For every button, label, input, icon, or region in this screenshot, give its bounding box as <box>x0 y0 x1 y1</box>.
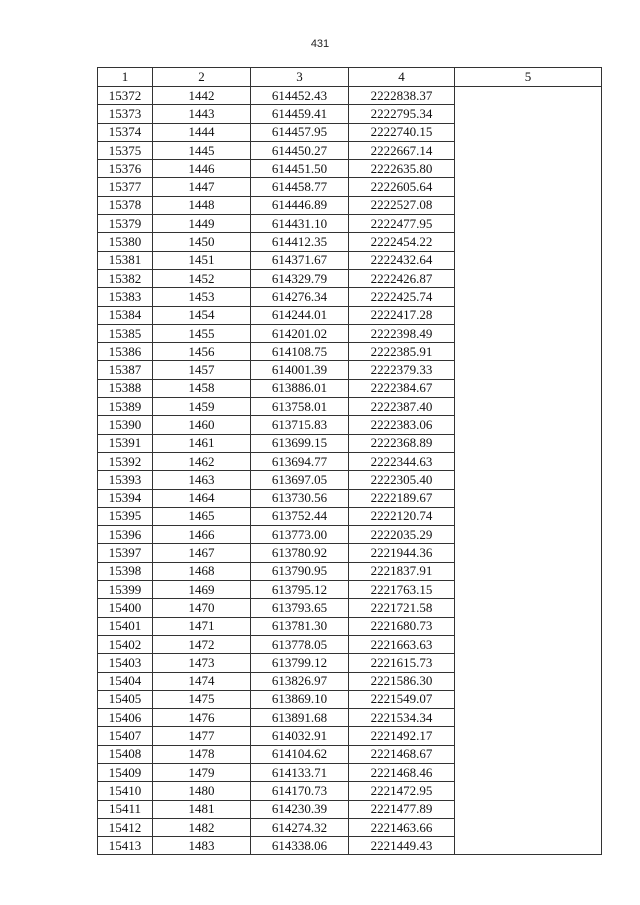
table-header-row <box>98 68 602 87</box>
table-cell-col-4: 2222398.49 <box>349 324 455 342</box>
table-cell-col-1: 15411 <box>98 800 153 818</box>
table-cell-col-1: 15400 <box>98 599 153 617</box>
table-cell-col-1: 15398 <box>98 562 153 580</box>
table-cell-col-2: 1474 <box>153 672 251 690</box>
table-cell-col-4: 2222527.08 <box>349 196 455 214</box>
table-cell-col-3: 614451.50 <box>251 160 349 178</box>
table-cell-col-4: 2221492.17 <box>349 727 455 745</box>
table-cell-col-3: 613778.05 <box>251 635 349 653</box>
table-cell-col-3: 613869.10 <box>251 690 349 708</box>
table-cell-col-3: 613826.97 <box>251 672 349 690</box>
table-cell-col-2: 1472 <box>153 635 251 653</box>
column-header-1: 1 <box>98 68 153 87</box>
table-cell-col-4: 2222383.06 <box>349 416 455 434</box>
table-cell-col-3: 614108.75 <box>251 343 349 361</box>
table-cell-col-3: 614274.32 <box>251 818 349 836</box>
table-cell-col-3: 613780.92 <box>251 544 349 562</box>
table-cell-col-2: 1450 <box>153 233 251 251</box>
table-cell-col-3: 613752.44 <box>251 507 349 525</box>
table-cell-col-4: 2222425.74 <box>349 288 455 306</box>
table-cell-col-3: 613781.30 <box>251 617 349 635</box>
table-cell-col-2: 1456 <box>153 343 251 361</box>
table-cell-col-1: 15403 <box>98 654 153 672</box>
table-cell-col-2: 1447 <box>153 178 251 196</box>
table-cell-col-4: 2222795.34 <box>349 105 455 123</box>
table-cell-col-2: 1477 <box>153 727 251 745</box>
table-cell-col-1: 15382 <box>98 269 153 287</box>
table-cell-col-2: 1461 <box>153 434 251 452</box>
table-cell-col-3: 614412.35 <box>251 233 349 251</box>
table-cell-col-3: 613886.01 <box>251 379 349 397</box>
table-cell-col-1: 15381 <box>98 251 153 269</box>
table-cell-col-1: 15393 <box>98 471 153 489</box>
table-cell-col-4: 2222344.63 <box>349 452 455 470</box>
table-cell-col-3: 614329.79 <box>251 269 349 287</box>
table-cell-col-2: 1442 <box>153 87 251 105</box>
table-cell-col-3: 613730.56 <box>251 489 349 507</box>
table-cell-col-3: 613799.12 <box>251 654 349 672</box>
table-cell-col-1: 15389 <box>98 398 153 416</box>
table-cell-col-4: 2222432.64 <box>349 251 455 269</box>
table-cell-col-2: 1458 <box>153 379 251 397</box>
table-cell-col-2: 1467 <box>153 544 251 562</box>
table-cell-col-3: 614371.67 <box>251 251 349 269</box>
table-cell-col-3: 614230.39 <box>251 800 349 818</box>
table-cell-col-4: 2222385.91 <box>349 343 455 361</box>
table-cell-col-3: 614244.01 <box>251 306 349 324</box>
table-cell-col-4: 2222477.95 <box>349 215 455 233</box>
table-cell-col-3: 613790.95 <box>251 562 349 580</box>
table-cell-col-3: 613891.68 <box>251 709 349 727</box>
table-cell-col-2: 1482 <box>153 818 251 836</box>
column-header-3: 3 <box>251 68 349 87</box>
table-cell-col-1: 15379 <box>98 215 153 233</box>
table-cell-col-2: 1475 <box>153 690 251 708</box>
table-cell-col-3: 613694.77 <box>251 452 349 470</box>
table-cell-col-1: 15375 <box>98 141 153 159</box>
table-cell-col-4: 2221549.07 <box>349 690 455 708</box>
table-cell-col-1: 15385 <box>98 324 153 342</box>
table-cell-col-4: 2222605.64 <box>349 178 455 196</box>
table-cell-col-3: 614133.71 <box>251 763 349 781</box>
table-cell-col-4: 2222189.67 <box>349 489 455 507</box>
table-cell-col-2: 1445 <box>153 141 251 159</box>
table-cell-col-2: 1470 <box>153 599 251 617</box>
table-cell-col-2: 1462 <box>153 452 251 470</box>
table-cell-col-3: 613715.83 <box>251 416 349 434</box>
table-cell-col-1: 15402 <box>98 635 153 653</box>
table-cell-col-4: 2222035.29 <box>349 526 455 544</box>
table-cell-col-2: 1481 <box>153 800 251 818</box>
table-cell-col-2: 1469 <box>153 581 251 599</box>
table-cell-col-4: 2221472.95 <box>349 782 455 800</box>
coordinates-table <box>97 67 602 855</box>
table-cell-col-1: 15395 <box>98 507 153 525</box>
table-cell-col-1: 15383 <box>98 288 153 306</box>
table-cell-col-1: 15377 <box>98 178 153 196</box>
table-cell-col-1: 15404 <box>98 672 153 690</box>
table-cell-col-1: 15376 <box>98 160 153 178</box>
table-cell-col-3: 614431.10 <box>251 215 349 233</box>
table-cell-col-2: 1459 <box>153 398 251 416</box>
table-cell-col-1: 15391 <box>98 434 153 452</box>
table-cell-col-1: 15386 <box>98 343 153 361</box>
table-cell-col-3: 614276.34 <box>251 288 349 306</box>
table-cell-col-4: 2221463.66 <box>349 818 455 836</box>
table-cell-col-3: 614450.27 <box>251 141 349 159</box>
table-cell-col-4: 2222368.89 <box>349 434 455 452</box>
table-cell-col-2: 1460 <box>153 416 251 434</box>
table-cell-col-4: 2222384.67 <box>349 379 455 397</box>
table-cell-col-1: 15390 <box>98 416 153 434</box>
table-cell-col-1: 15380 <box>98 233 153 251</box>
table-cell-col-2: 1483 <box>153 837 251 855</box>
table-cell-col-3: 614170.73 <box>251 782 349 800</box>
table-cell-col-1: 15401 <box>98 617 153 635</box>
table-cell-col-2: 1449 <box>153 215 251 233</box>
page-number: 431 <box>310 38 330 50</box>
table-cell-col-2: 1453 <box>153 288 251 306</box>
table-cell-col-3: 614338.06 <box>251 837 349 855</box>
table-cell-col-4: 2221663.63 <box>349 635 455 653</box>
table-cell-col-2: 1480 <box>153 782 251 800</box>
table-cell-col-2: 1452 <box>153 269 251 287</box>
table-cell-col-4: 2221615.73 <box>349 654 455 672</box>
table-cell-col-2: 1454 <box>153 306 251 324</box>
table-cell-col-4: 2222379.33 <box>349 361 455 379</box>
table-cell-col-3: 614001.39 <box>251 361 349 379</box>
table-cell-col-4: 2222740.15 <box>349 123 455 141</box>
table-cell-col-4: 2221586.30 <box>349 672 455 690</box>
table-cell-col-2: 1479 <box>153 763 251 781</box>
table-cell-col-2: 1478 <box>153 745 251 763</box>
column-header-4: 4 <box>349 68 455 87</box>
table-cell-col-1: 15407 <box>98 727 153 745</box>
table-cell-col-1: 15374 <box>98 123 153 141</box>
table-cell-col-3: 613758.01 <box>251 398 349 416</box>
table-cell-col-1: 15387 <box>98 361 153 379</box>
table-cell-col-4: 2221763.15 <box>349 581 455 599</box>
table-cell-col-1: 15399 <box>98 581 153 599</box>
table-cell-col-2: 1466 <box>153 526 251 544</box>
table-cell-col-1: 15405 <box>98 690 153 708</box>
table-cell-col-1: 15396 <box>98 526 153 544</box>
table-cell-col-4: 2222667.14 <box>349 141 455 159</box>
table-cell-col-3: 614032.91 <box>251 727 349 745</box>
table-cell-col-3: 614201.02 <box>251 324 349 342</box>
table-cell-col-4: 2222426.87 <box>349 269 455 287</box>
table-cell-col-1: 15409 <box>98 763 153 781</box>
table-cell-col-3: 614459.41 <box>251 105 349 123</box>
table-cell-col-2: 1443 <box>153 105 251 123</box>
table-cell-col-2: 1451 <box>153 251 251 269</box>
table-cell-col-4: 2221944.36 <box>349 544 455 562</box>
table-cell-col-4: 2221477.89 <box>349 800 455 818</box>
table-cell-col-3: 613793.65 <box>251 599 349 617</box>
table-cell-col-4: 2221468.46 <box>349 763 455 781</box>
table-cell-col-1: 15408 <box>98 745 153 763</box>
table-cell-col-3: 614457.95 <box>251 123 349 141</box>
table-cell-col-4: 2222635.80 <box>349 160 455 178</box>
table-cell-col-4: 2221680.73 <box>349 617 455 635</box>
table-cell-col-1: 15397 <box>98 544 153 562</box>
table-cell-col-3: 613697.05 <box>251 471 349 489</box>
table-cell-col-4: 2222417.28 <box>349 306 455 324</box>
table-cell-col-5 <box>455 87 602 855</box>
table-cell-col-2: 1468 <box>153 562 251 580</box>
table-cell-col-2: 1465 <box>153 507 251 525</box>
table-cell-col-2: 1448 <box>153 196 251 214</box>
table-cell-col-2: 1463 <box>153 471 251 489</box>
table-cell-col-1: 15378 <box>98 196 153 214</box>
table-cell-col-1: 15384 <box>98 306 153 324</box>
table-cell-col-4: 2222454.22 <box>349 233 455 251</box>
column-header-2: 2 <box>153 68 251 87</box>
table-cell-col-4: 2222305.40 <box>349 471 455 489</box>
table-cell-col-2: 1455 <box>153 324 251 342</box>
table-cell-col-1: 15392 <box>98 452 153 470</box>
table-cell-col-1: 15394 <box>98 489 153 507</box>
table-cell-col-4: 2222120.74 <box>349 507 455 525</box>
table-cell-col-2: 1457 <box>153 361 251 379</box>
table-cell-col-1: 15406 <box>98 709 153 727</box>
table-cell-col-3: 613699.15 <box>251 434 349 452</box>
table-cell-col-2: 1464 <box>153 489 251 507</box>
table-cell-col-4: 2222838.37 <box>349 87 455 105</box>
table-cell-col-2: 1446 <box>153 160 251 178</box>
table-cell-col-1: 15413 <box>98 837 153 855</box>
table-cell-col-4: 2221468.67 <box>349 745 455 763</box>
table-body <box>98 87 602 855</box>
table-cell-col-3: 614452.43 <box>251 87 349 105</box>
table-cell-col-2: 1471 <box>153 617 251 635</box>
table-cell-col-1: 15372 <box>98 87 153 105</box>
table-cell-col-4: 2221721.58 <box>349 599 455 617</box>
table-cell-col-1: 15388 <box>98 379 153 397</box>
table-cell-col-3: 613773.00 <box>251 526 349 544</box>
table-row <box>98 87 602 105</box>
table-cell-col-4: 2222387.40 <box>349 398 455 416</box>
table-cell-col-3: 614104.62 <box>251 745 349 763</box>
table-cell-col-1: 15410 <box>98 782 153 800</box>
table-cell-col-2: 1473 <box>153 654 251 672</box>
table-cell-col-4: 2221534.34 <box>349 709 455 727</box>
column-header-5: 5 <box>455 68 602 87</box>
table-cell-col-4: 2221837.91 <box>349 562 455 580</box>
table-cell-col-3: 614458.77 <box>251 178 349 196</box>
table-cell-col-1: 15412 <box>98 818 153 836</box>
table-cell-col-3: 613795.12 <box>251 581 349 599</box>
table-cell-col-4: 2221449.43 <box>349 837 455 855</box>
table-cell-col-2: 1476 <box>153 709 251 727</box>
table-cell-col-3: 614446.89 <box>251 196 349 214</box>
table-cell-col-2: 1444 <box>153 123 251 141</box>
table-cell-col-1: 15373 <box>98 105 153 123</box>
